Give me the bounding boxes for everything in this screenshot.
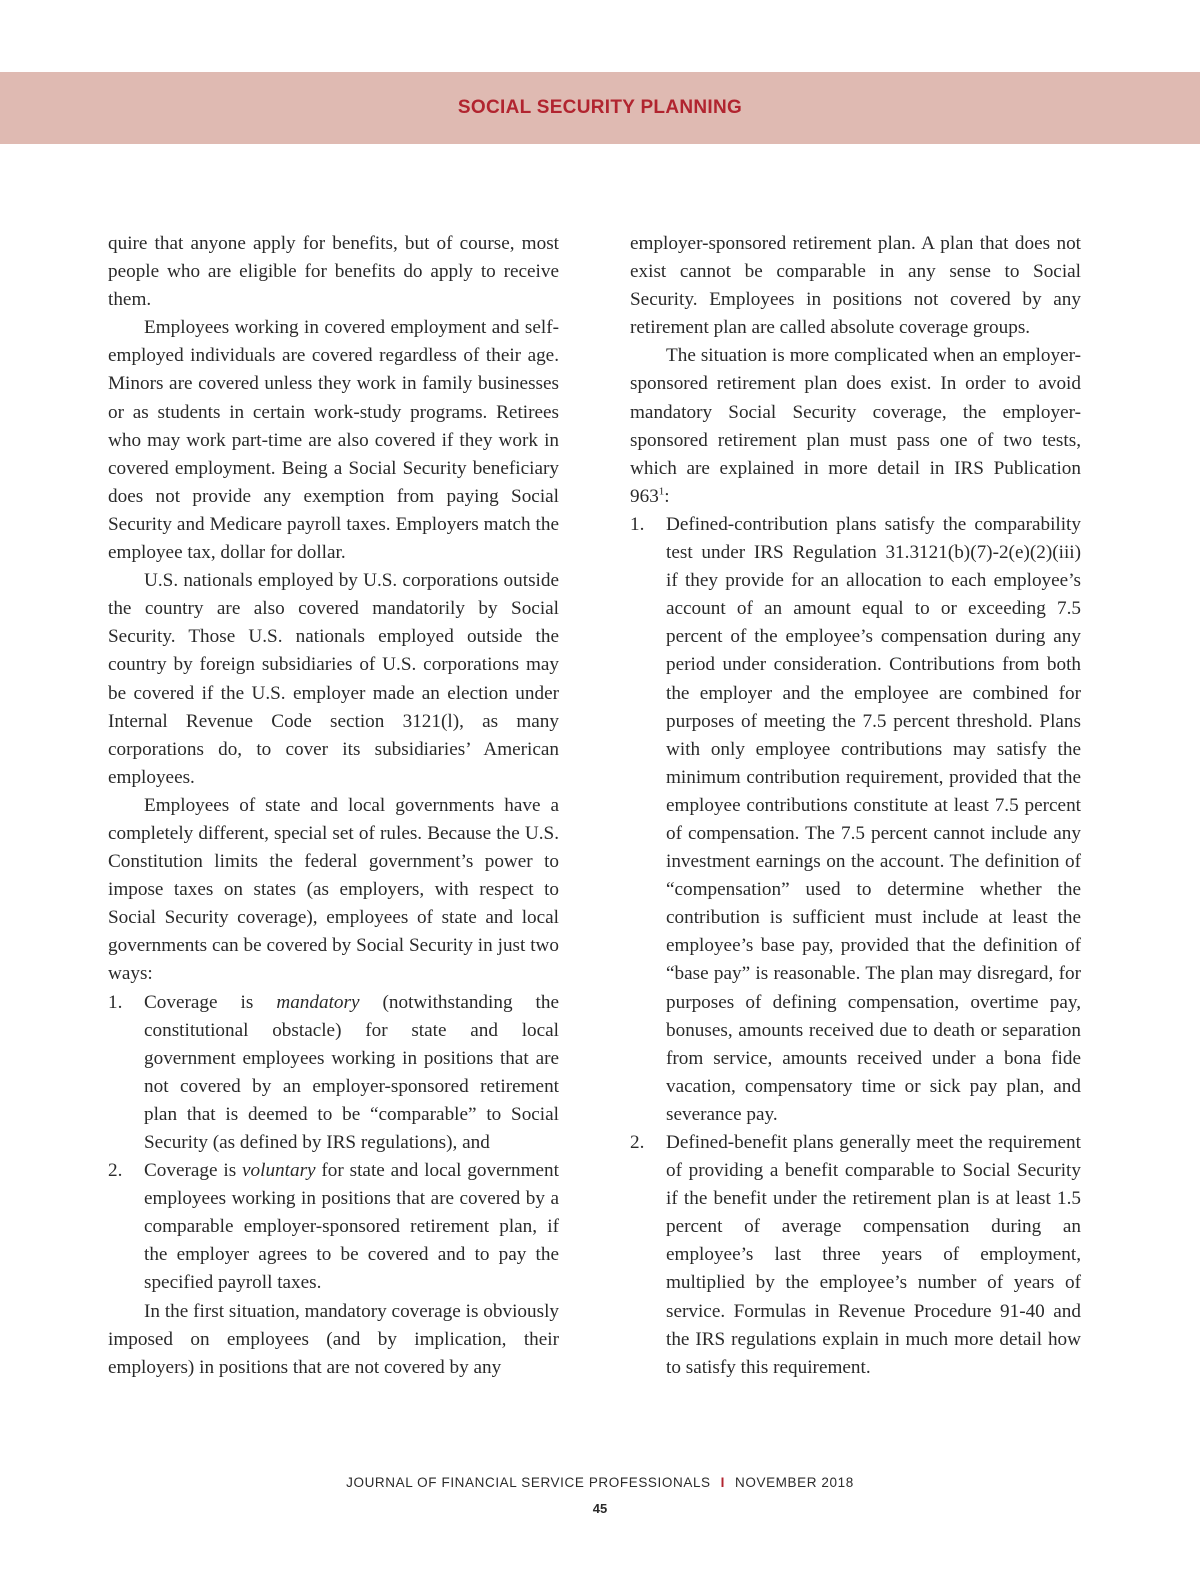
issue-date: NOVEMBER 2018 <box>735 1475 854 1490</box>
paragraph: U.S. nationals employed by U.S. corporations outside the country are also covered mandatorily by Social Security. Those U.S. nationals employed outside the country by foreign subsidiaries of U.S. corporations may be covered if the U.S. employer made an election under Internal Revenue Code section 3121(l), as many corporations do, to cover its subsidiaries’ American employees. <box>108 570 559 788</box>
footer <box>0 1475 1200 1490</box>
paragraph: Employees working in covered employment and self-employed individuals are covered regardless of their age. Minors are covered unless they work in family businesses or as students in certain work-study programs. Retirees who may work part-time are also covered if they work in covered employment. Being a Social Security beneficiary does not provide any exemption from paying Social Security and Medicare payroll taxes. Employers match the employee tax, dollar for dollar. <box>108 317 559 564</box>
list-item <box>630 1129 1081 1382</box>
list-text: for state and local government employees working in positions that are covered by a comparable employer-sponsored retirement plan, if the employer agrees to be covered and to pay the specified payroll taxes. <box>144 1160 559 1294</box>
list-text: Defined-benefit plans generally meet the requirement of providing a benefit comparable to Social Security if the benefit under the retirement plan is at least 1.5 percent of average compensation during an employee’s last three years of employment, multiplied by the employee’s number of years of service. Formulas in Revenue Procedure 91-40 and the IRS regulations explain in much more detail how to satisfy this requirement. <box>666 1132 1081 1378</box>
list-number: 1. <box>108 991 123 1013</box>
list-number: 2. <box>630 1132 645 1153</box>
page-number: 45 <box>592 1501 608 1516</box>
journal-name: JOURNAL OF FINANCIAL SERVICE PROFESSIONALS <box>346 1475 711 1490</box>
right-column <box>630 230 1081 1382</box>
footnote-marker[interactable]: 1 <box>658 485 665 498</box>
list-item <box>108 1157 559 1297</box>
list-number: 2. <box>108 1160 123 1182</box>
list-number: 1. <box>630 513 645 535</box>
list-text: Coverage is <box>144 1160 243 1182</box>
footer-separator: I <box>720 1475 726 1490</box>
list-text: (notwithstanding the constitutional obstacle) for state and local government employees working in positions that are not covered by an employer-sponsored retirement plan that is deemed to be “comparable” to Social Security (as defined by IRS regulations), and <box>144 991 559 1153</box>
emphasis-text: voluntary <box>242 1160 316 1182</box>
paragraph: In the first situation, mandatory coverage is obviously imposed on employees (and by implication, their employers) in positions that are not covered by any <box>108 1300 559 1378</box>
list-text: Defined-contribution plans satisfy the comparability test under IRS Regulation 31.3121(b)(7)-2(e)(2)(iii) if they provide for an allocation to each employee’s account of an amount equal to or exceeding 7.5 percent of the employee’s compensation during any period under consideration. Contributions from both the employer and the employee are combined for purposes of meeting the 7.5 percent threshold. Plans with only employee contributions may satisfy the minimum contribution requirement, provided that the employee contributions constitute at least 7.5 percent of compensation. The 7.5 percent cannot include any investment earnings on the account. The definition of “compensation” used to determine whether the contribution is sufficient must include at least the employee’s base pay, provided that the definition of “base pay” is reasonable. The plan may disregard, for purposes of defining compensation, overtime pay, bonuses, amounts received due to death or separation from service, amounts received under a bona fide vacation, compensatory time or sick pay plan, and severance pay. <box>666 513 1081 1125</box>
section-title: SOCIAL SECURITY PLANNING <box>457 97 743 118</box>
paragraph <box>630 342 1081 511</box>
left-column <box>108 230 559 1382</box>
list-item <box>108 989 559 1158</box>
paragraph: Employees of state and local governments have a completely different, special set of rules. Because the U.S. Constitution limits the federal government’s power to impose taxes on states (as employers, with respect to Social Security coverage), employees of state and local governments can be covered by Social Security in just two ways: <box>108 794 559 985</box>
emphasis-text: mandatory <box>276 991 360 1013</box>
coverage-list <box>108 989 559 1298</box>
list-text: Coverage is <box>144 991 277 1013</box>
list-item <box>630 511 1081 1129</box>
paragraph-text: : <box>664 485 670 507</box>
section-header-band <box>0 72 1200 144</box>
tests-list <box>630 511 1081 1382</box>
paragraph: employer-sponsored retirement plan. A plan that does not exist cannot be comparable in any sense to Social Security. Employees in positions not covered by any retirement plan are called absolute coverage groups. <box>630 233 1081 339</box>
paragraph-text: The situation is more complicated when an employer-sponsored retirement plan does exist. In order to avoid mandatory Social Security coverage, the employer-sponsored retirement plan must pass one of two tests, which are explained in more detail in IRS Publication 963 <box>630 345 1081 507</box>
paragraph: quire that anyone apply for benefits, but of course, most people who are eligible for benefits do apply to receive them. <box>108 233 559 311</box>
